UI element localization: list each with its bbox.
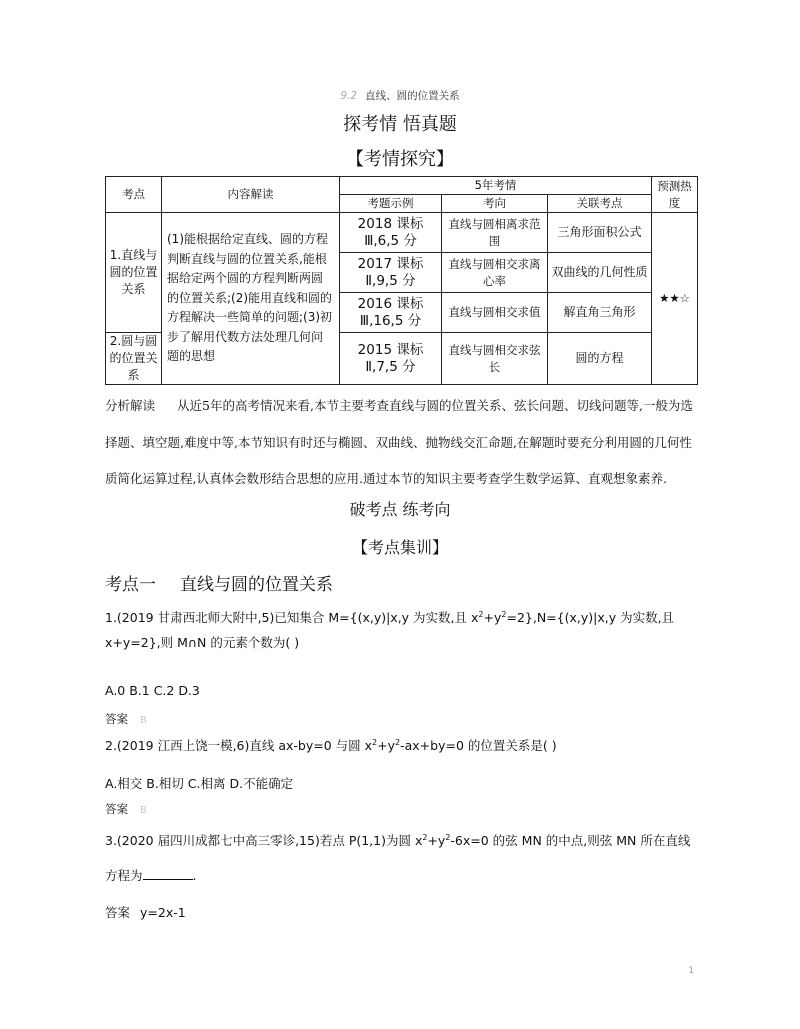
table-row-3-shili: 2016 课标Ⅲ,16,5 分: [340, 293, 442, 333]
superscript: 2: [372, 737, 378, 747]
section-header: [0, 88, 800, 103]
answer-label: 答案: [105, 712, 128, 726]
superscript: 2: [478, 609, 484, 619]
exam-analysis-table: [105, 176, 698, 385]
header-shili: 考题示例: [340, 195, 442, 213]
question-1-choices: A.0 B.1 C.2 D.3: [105, 683, 200, 698]
topic-heading-label: 考点一: [105, 575, 156, 595]
superscript: 2: [445, 832, 451, 842]
topic-cell-2: 2.圆与圆的位置关系: [106, 333, 162, 385]
question-2-choices: A.相交 B.相切 C.相离 D.不能确定: [105, 776, 294, 791]
question-3-text-c: -6x=0 的弦 MN 的中点,则弦 MN 所在直线方程为: [105, 833, 691, 883]
part-title-1: 探考情 悟真题: [343, 114, 457, 135]
header-yuce: 预测热度: [652, 177, 698, 213]
question-1: [105, 605, 697, 655]
section-number: 9.2: [340, 90, 358, 102]
question-2-text-b: +y: [377, 738, 396, 753]
table-row-4-shili: 2015 课标Ⅱ,7,5 分: [340, 333, 442, 385]
answer-label: 答案: [105, 905, 131, 920]
content-cell: (1)能根据给定直线、圆的方程判断直线与圆的位置关系,能根据给定两个圆的方程判断两圆的位置关系;(2)能用直线和圆的方程解决一些简单的问题;(3)初步了解用代数方法处理几何问题的思想: [162, 213, 340, 385]
question-1-text-b: +y: [483, 610, 502, 625]
answer-value: B: [140, 805, 147, 816]
superscript: 2: [395, 737, 401, 747]
table-row-2-kaoxiang: 直线与圆相交求离心率: [442, 253, 548, 293]
question-2-answer: [105, 801, 147, 817]
table-row-2-shili: 2017 课标Ⅱ,9,5 分: [340, 253, 442, 293]
topic-heading: [105, 570, 333, 595]
answer-value: B: [140, 715, 147, 726]
table-row-1-guanlian: 三角形面积公式: [548, 213, 652, 253]
question-3: [105, 823, 697, 893]
header-5year: 5年考情: [340, 177, 652, 195]
superscript: 2: [501, 609, 507, 619]
answer-value: y=2x-1: [140, 905, 186, 920]
question-2-text-a: 2.(2019 江西上饶一模,6)直线 ax-by=0 与圆 x: [105, 738, 373, 753]
header-neirong: 内容解读: [162, 177, 340, 213]
question-2-text-c: -ax+by=0 的位置关系是( ): [400, 738, 557, 753]
question-3-text-d: .: [192, 868, 197, 883]
analysis-paragraph: [105, 388, 697, 498]
section-title: 直线、圆的位置关系: [365, 90, 460, 102]
part-heading-2: 【考点集训】: [351, 538, 448, 557]
answer-label: 答案: [105, 802, 128, 816]
analysis-label: 分析解读: [105, 398, 156, 413]
question-1-text-c: =2},N={(x,y)|x,y 为实数,且 x+y=2},则 M∩N 的元素个数为( ): [105, 610, 675, 650]
question-3-text-b: +y: [427, 833, 446, 848]
part-title-2: 破考点 练考向: [349, 500, 451, 519]
table-row-2-guanlian: 双曲线的几何性质: [548, 253, 652, 293]
topic-cell-1: 1.直线与圆的位置关系: [106, 213, 162, 333]
question-1-text-a: 1.(2019 甘肃西北师大附中,5)已知集合 M={(x,y)|x,y 为实数,且 x: [105, 610, 479, 625]
question-3-text-a: 3.(2020 届四川成都七中高三零诊,15)若点 P(1,1)为圆 x: [105, 833, 423, 848]
header-kaoxiang: 考向: [442, 195, 548, 213]
table-row-1-shili: 2018 课标Ⅲ,6,5 分: [340, 213, 442, 253]
table-row-4-kaoxiang: 直线与圆相交求弦长: [442, 333, 548, 385]
answer-blank: [143, 879, 193, 880]
question-1-answer: [105, 711, 147, 727]
superscript: 2: [422, 832, 428, 842]
question-3-answer: [105, 903, 186, 921]
table-row-3-kaoxiang: 直线与圆相交求值: [442, 293, 548, 333]
header-guanlian: 关联考点: [548, 195, 652, 213]
rating-stars: ★★☆: [652, 213, 698, 385]
part-heading-1: 【考情探究】: [346, 149, 454, 170]
table-row-4-guanlian: 圆的方程: [548, 333, 652, 385]
question-2: [105, 733, 697, 758]
table-row-3-guanlian: 解直角三角形: [548, 293, 652, 333]
topic-heading-text: 直线与圆的位置关系: [180, 575, 333, 595]
header-kaodian: 考点: [106, 177, 162, 213]
table-row-1-kaoxiang: 直线与圆相离求范围: [442, 213, 548, 253]
analysis-text: 从近5年的高考情况来看,本节主要考查直线与圆的位置关系、弦长问题、切线问题等,一般为选择题、填空题,难度中等,本节知识有时还与椭圆、双曲线、抛物线交汇命题,在解题时要充分利用圆的几何性质简化运算过程,认真体会数形结合思想的应用.通过本节的知识主要考查学生数学运算、直观想象素养.: [105, 398, 693, 486]
page-number: 1: [688, 966, 694, 976]
